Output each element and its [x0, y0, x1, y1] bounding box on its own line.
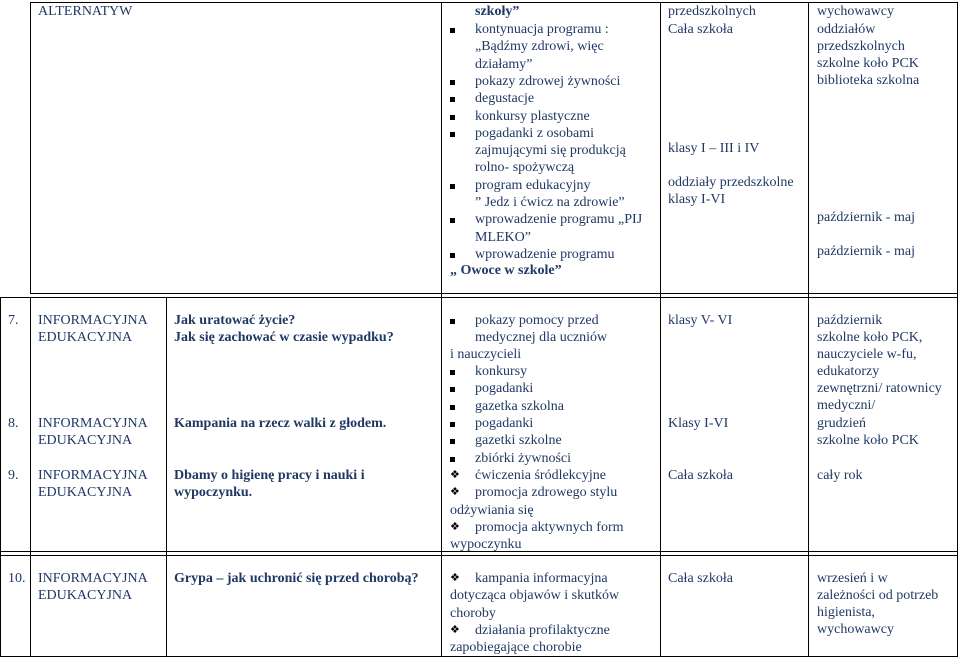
top-activity-item-5-line-2: zajmującymi się produkcją [475, 143, 626, 159]
col-line-5 [808, 2, 809, 657]
row10-activity-item-2-line-1: działania profilaktyczne [475, 622, 610, 638]
row10-activity-item-1-line-1: kampania informacyjna [475, 571, 608, 586]
row7-number: 7. [8, 313, 19, 328]
row8-activity-bullet-2 [450, 439, 455, 444]
top-activity-item-5-line-1: pogadanki z osobami [475, 125, 594, 141]
top-activity-item-8-line-1: wprowadzenie programu [475, 246, 615, 262]
col-line-4 [660, 2, 661, 657]
top-activity-bullet-5 [450, 132, 455, 137]
row9-activity-item-2-line-1: promocja zdrowego stylu [475, 485, 618, 501]
top-date-2: październik - maj [817, 244, 915, 259]
top-activity-item-1-line-3: działamy” [475, 56, 533, 72]
row10-resp-1: wrzesień i w [817, 571, 888, 586]
row7-activity-item-3-line-1: gazetka szkolna [475, 398, 565, 414]
col-line-1a [30, 2, 31, 294]
row8-category-2: EDUKACYJNA [38, 433, 133, 448]
top-activity-bullet-7 [450, 218, 455, 223]
row9-resp: cały rok [817, 468, 863, 483]
row10-category-1: INFORMACYJNA [38, 571, 148, 586]
top-target-3: klasy I – III i IV [668, 141, 760, 156]
col-line-6 [957, 2, 958, 657]
row8-target: Klasy I-VI [668, 416, 729, 431]
top-activity-item-4-line-1: konkursy plastyczne [475, 108, 590, 124]
row9-activity-bullet-2: ❖ [450, 485, 460, 499]
row7-bullet-1 [450, 319, 455, 324]
row7-activity-item-1-line-1: konkursy [475, 364, 528, 379]
top-activity-item-6-line-2: ” Jedz i ćwicz na zdrowie” [475, 195, 625, 210]
row9-activity-item-2-line-2: odżywiania się [450, 502, 534, 518]
row10-activity-item-2-line-2: zapobiegające chorobie [450, 640, 582, 656]
top-activity-item-7-line-1: wprowadzenie programu „PIJ [475, 212, 643, 228]
top-activities-head: szkoły” [475, 4, 520, 19]
row8-activity-item-2-line-1: gazetki szkolne [475, 433, 562, 449]
top-target-5: klasy I-VI [668, 192, 726, 207]
top-activity-item-1-line-1: kontynuacja programu : [475, 22, 609, 37]
row7-resp-3: nauczyciele w-fu, [817, 347, 917, 362]
row7-resp-5: zewnętrzni/ ratownicy [817, 381, 942, 396]
top-activity-item-5-line-3: rolno- spożywczą [475, 160, 575, 176]
row7-activity-bullet-1 [450, 370, 455, 375]
row7-activity-bullet-3 [450, 405, 455, 410]
top-activity-bullet-4 [450, 115, 455, 120]
top-resp-5: biblioteka szkolna [817, 73, 920, 88]
top-activity-item-2-line-1: pokazy zdrowej żywności [475, 73, 621, 89]
top-activity-bullet-8 [450, 253, 455, 258]
row7-resp-2: szkolne koło PCK, [817, 330, 923, 345]
top-target-4: oddziały przedszkolne [668, 175, 794, 190]
top-activity-bullet-3 [450, 97, 455, 102]
row8-activity-bullet-1 [450, 422, 455, 427]
row9-activity-item-3-line-2: wypoczynku [450, 537, 522, 553]
row7-activity-item-2-line-1: pogadanki [475, 381, 534, 397]
row-divider-9-10b [0, 555, 958, 556]
col-line-2 [166, 297, 167, 657]
col-line-1b [30, 297, 31, 657]
top-resp-3: przedszkolnych [817, 39, 905, 54]
row10-target: Cała szkoła [668, 571, 733, 586]
top-activity-item-7-line-2: MLEKO” [475, 229, 531, 245]
row-divider-top [30, 293, 958, 294]
row10-resp-4: wychowawcy [817, 622, 894, 637]
row7-resp-4: edukatorzy [817, 364, 880, 379]
row9-category-1: INFORMACYJNA [38, 468, 148, 483]
row7-activity-1-tail: i nauczycieli [450, 347, 522, 362]
col-line-3 [441, 2, 442, 657]
row8-number: 8. [8, 416, 19, 431]
row8-category-1: INFORMACYJNA [38, 416, 148, 431]
top-date-1: październik - maj [817, 210, 915, 225]
row8-activity-bullet-3 [450, 457, 455, 462]
row9-activity-item-3-line-1: promocja aktywnych form [475, 519, 624, 535]
top-resp-4: szkolne koło PCK [817, 56, 919, 71]
row7-topic-2: Jak się zachować w czasie wypadku? [174, 330, 394, 345]
top-activity-item-3-line-1: degustacje [475, 91, 535, 107]
row9-target: Cała szkoła [668, 468, 733, 483]
row10-activity-bullet-2: ❖ [450, 622, 460, 636]
row9-number: 9. [8, 468, 19, 483]
row9-activity-bullet-3: ❖ [450, 519, 460, 533]
col-line-0 [0, 297, 1, 657]
top-target-1: przedszkolnych [668, 4, 756, 19]
top-activity-item-1-line-2: „Bądźmy zdrowi, więc [475, 39, 604, 55]
row10-topic: Grypa – jak uchronić się przed chorobą? [174, 571, 419, 586]
row8-resp-2: szkolne koło PCK [817, 433, 919, 448]
row10-activity-item-1-line-2: dotycząca objawów i skutków [450, 588, 620, 604]
row-divider-mid [0, 297, 958, 298]
row7-resp-1: październik [817, 313, 883, 328]
row9-category-2: EDUKACYJNA [38, 485, 133, 500]
row7-activity-1a: pokazy pomocy przed [475, 313, 599, 328]
top-resp-2: oddziałów [817, 22, 876, 37]
top-activity-bullet-2 [450, 80, 455, 85]
row7-category-2: EDUKACYJNA [38, 330, 133, 345]
row7-topic-1: Jak uratować życie? [174, 313, 296, 328]
top-category: ALTERNATYW [38, 4, 133, 19]
row7-activity-1b: medycznej dla uczniów [475, 330, 608, 345]
row10-resp-2: zależności od potrzeb [817, 588, 939, 603]
row9-activity-item-1-line-1: ćwiczenia śródlekcyjne [475, 468, 606, 483]
top-activity-bullet-6 [450, 184, 455, 189]
top-activities-tail: „ Owoce w szkole” [450, 263, 562, 278]
row10-resp-3: higienista, [817, 605, 875, 620]
top-target-2: Cała szkoła [668, 22, 733, 37]
row10-activity-bullet-1: ❖ [450, 571, 460, 584]
row7-activity-bullet-2 [450, 387, 455, 392]
top-activity-bullet-1 [450, 28, 455, 33]
row9-activity-bullet-1: ❖ [450, 468, 460, 481]
row8-activity-item-1-line-1: pogadanki [475, 416, 534, 431]
row8-activity-item-3-line-1: zbiórki żywności [475, 450, 572, 466]
row10-number: 10. [8, 571, 26, 586]
row8-topic: Kampania na rzecz walki z głodem. [174, 416, 387, 431]
row10-category-2: EDUKACYJNA [38, 588, 133, 603]
top-resp-1: wychowawcy [817, 4, 894, 19]
top-activity-item-6-line-1: program edukacyjny [475, 177, 591, 193]
row9-topic-2: wypoczynku. [174, 485, 253, 500]
row8-resp-1: grudzień [817, 416, 866, 431]
row10-activity-item-1-line-3: choroby [450, 605, 496, 621]
row7-resp-6: medyczni/ [817, 398, 876, 413]
row9-topic-1: Dbamy o higienę pracy i nauki i [174, 468, 365, 483]
row7-target: klasy V- VI [668, 313, 733, 328]
row7-category-1: INFORMACYJNA [38, 313, 148, 328]
